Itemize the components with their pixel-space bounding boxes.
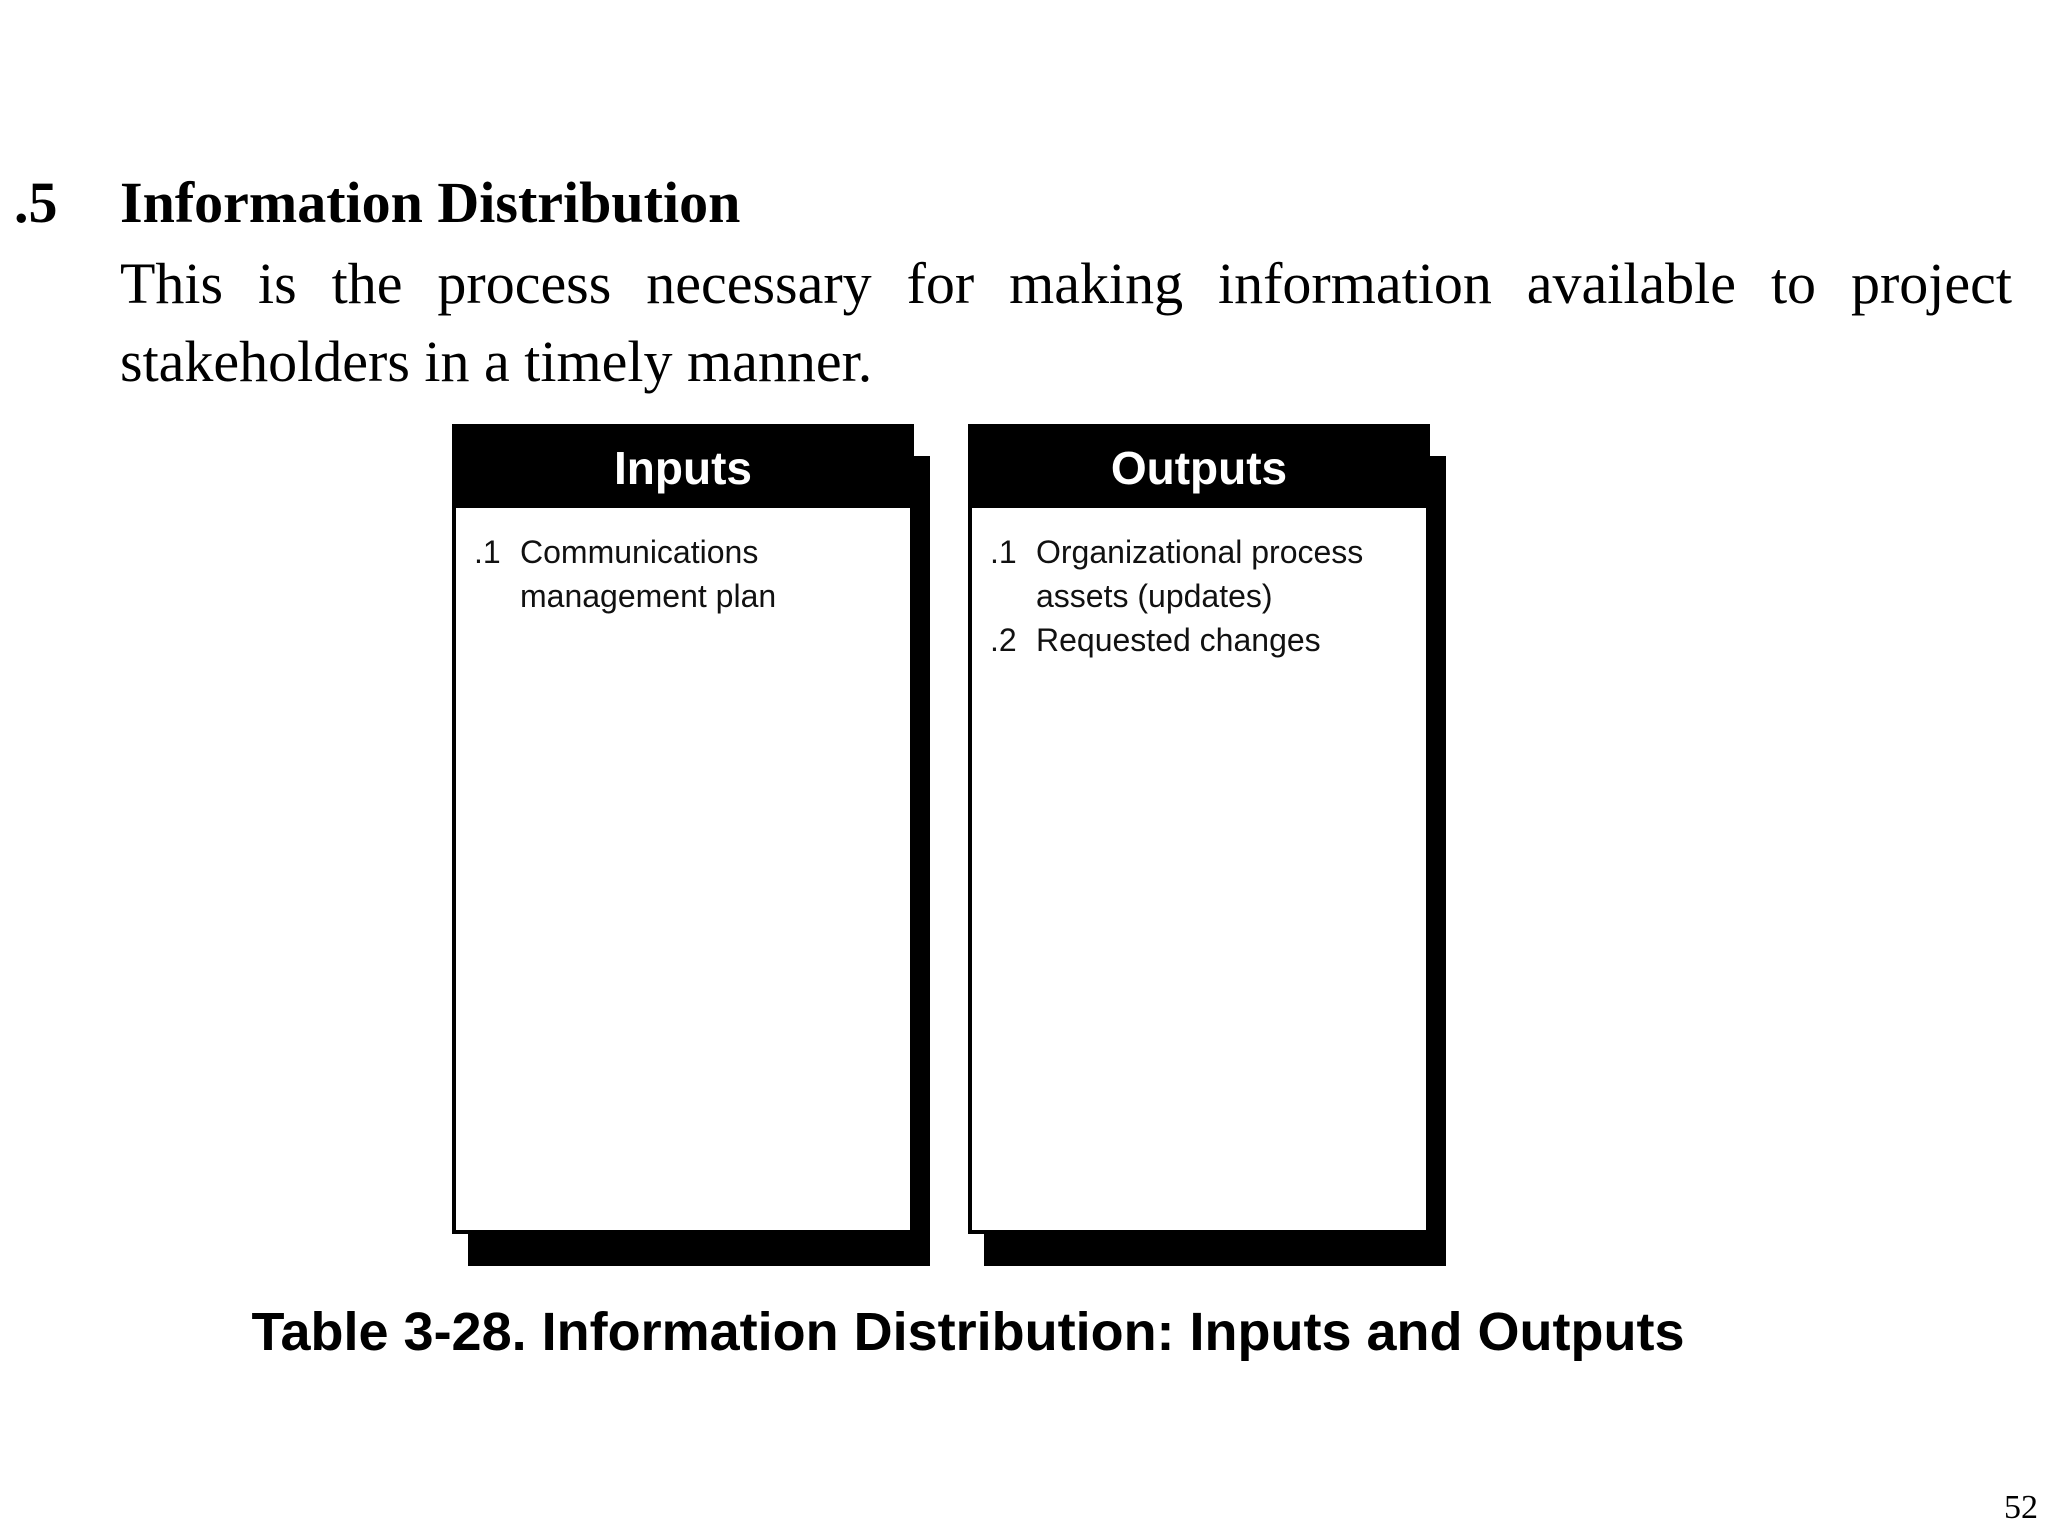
table-caption: Table 3-28. Information Distribution: Inputs and Outputs xyxy=(251,1302,1685,1362)
outputs-list xyxy=(972,508,1426,662)
inputs-header: Inputs xyxy=(456,428,910,508)
outputs-panel xyxy=(968,424,1446,1266)
section-title: Information Distribution xyxy=(120,170,741,235)
item-number: .1 xyxy=(474,534,501,570)
list-item xyxy=(990,530,1410,618)
outputs-box xyxy=(968,424,1430,1234)
item-text: Requested changes xyxy=(1036,622,1321,658)
item-number: .2 xyxy=(990,622,1017,658)
list-item xyxy=(990,618,1410,662)
item-text: Communications management plan xyxy=(520,534,777,614)
inputs-box xyxy=(452,424,914,1234)
inputs-panel xyxy=(452,424,930,1266)
outputs-header: Outputs xyxy=(972,428,1426,508)
section-number: .5 xyxy=(14,170,58,235)
inputs-list xyxy=(456,508,910,618)
section-body: This is the process necessary for making information available to project stakeholders in a timely manner. xyxy=(120,251,2012,394)
item-text: Organizational process assets (updates) xyxy=(1036,534,1364,614)
item-number: .1 xyxy=(990,534,1017,570)
page-number: 52 xyxy=(2004,1489,2038,1526)
list-item xyxy=(474,530,894,618)
